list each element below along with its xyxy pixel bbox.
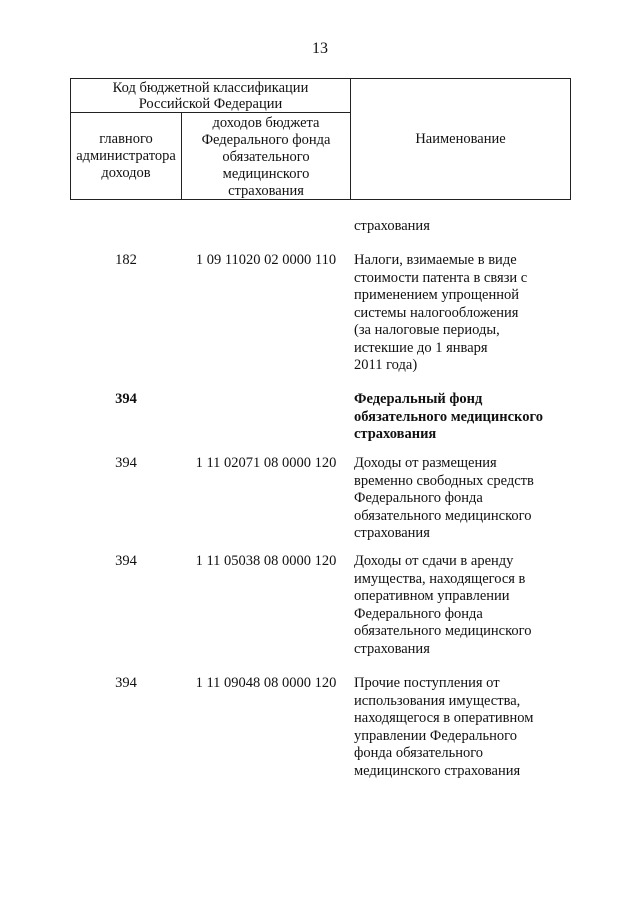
name-line: фонда обязательного: [354, 745, 484, 761]
admin-code-cell: 394: [115, 455, 137, 471]
page-number: 13: [312, 40, 328, 57]
name-line: Прочие поступления от: [354, 675, 500, 691]
admin-code-cell: 182: [115, 252, 137, 268]
name-cell: [354, 455, 574, 543]
header-code-line: доходов бюджета: [212, 115, 320, 131]
header-code-group-line: Код бюджетной классификации: [112, 80, 309, 96]
admin-code-cell: 394: [115, 675, 137, 691]
name-line: (за налоговые периоды,: [354, 322, 500, 338]
income-code-cell: 1 11 09048 08 0000 120: [195, 675, 337, 691]
header-name-column: Наименование: [415, 130, 506, 147]
name-line: использования имущества,: [354, 692, 521, 709]
name-line: страхования: [354, 525, 430, 541]
header-admin-column: [71, 113, 182, 199]
header-code-group-line: Российской Федерации: [138, 96, 283, 112]
admin-code-cell: 394: [115, 553, 137, 569]
header-code-line: медицинского: [222, 166, 310, 182]
name-line: 2011 года): [354, 357, 418, 373]
header-code-line: Федерального фонда: [201, 132, 331, 148]
name-line: Доходы от сдачи в аренду: [354, 553, 514, 569]
name-line: обязательного медицинского: [354, 408, 543, 425]
header-code-group: [71, 79, 351, 113]
income-code-cell: 1 11 05038 08 0000 120: [195, 553, 337, 569]
table-header: [70, 78, 571, 200]
name-line: применением упрощенной: [354, 287, 519, 303]
name-cell: [354, 553, 574, 658]
header-code-column: [182, 113, 351, 199]
income-code-cell: 1 11 02071 08 0000 120: [195, 455, 337, 471]
name-cell: [354, 218, 574, 236]
header-admin-line: главного: [99, 130, 153, 147]
name-cell: [354, 675, 574, 780]
name-line: Федерального фонда: [354, 605, 483, 622]
name-line: стоимости патента в связи с: [354, 269, 528, 286]
name-line: страхования: [354, 218, 430, 234]
name-line: управлении Федерального: [354, 727, 517, 744]
name-line: обязательного медицинского: [354, 623, 532, 639]
name-line: имущества, находящегося в: [354, 570, 526, 587]
name-line: Федерального фонда: [354, 490, 483, 506]
income-code-cell: 1 09 11020 02 0000 110: [195, 252, 337, 268]
name-line: Налоги, взимаемые в виде: [354, 252, 517, 268]
header-admin-line: доходов: [101, 164, 151, 181]
name-line: системы налогообложения: [354, 304, 519, 321]
name-cell: [354, 252, 574, 375]
name-line: медицинского страхования: [354, 762, 521, 779]
header-code-line: обязательного: [222, 149, 310, 165]
name-line: Федеральный фонд: [354, 391, 483, 407]
name-line: страхования: [354, 426, 437, 442]
header-admin-line: администратора: [76, 147, 176, 164]
header-code-line: страхования: [228, 183, 304, 199]
name-line: страхования: [354, 640, 430, 657]
name-line: оперативном управлении: [354, 588, 510, 604]
name-cell: [354, 391, 574, 444]
name-line: Доходы от размещения: [354, 455, 497, 471]
name-line: находящегося в оперативном: [354, 710, 534, 726]
name-line: истекшие до 1 января: [354, 339, 488, 356]
name-line: временно свободных средств: [354, 472, 534, 489]
admin-code-cell: 394: [115, 391, 137, 407]
name-line: обязательного медицинского: [354, 507, 532, 524]
